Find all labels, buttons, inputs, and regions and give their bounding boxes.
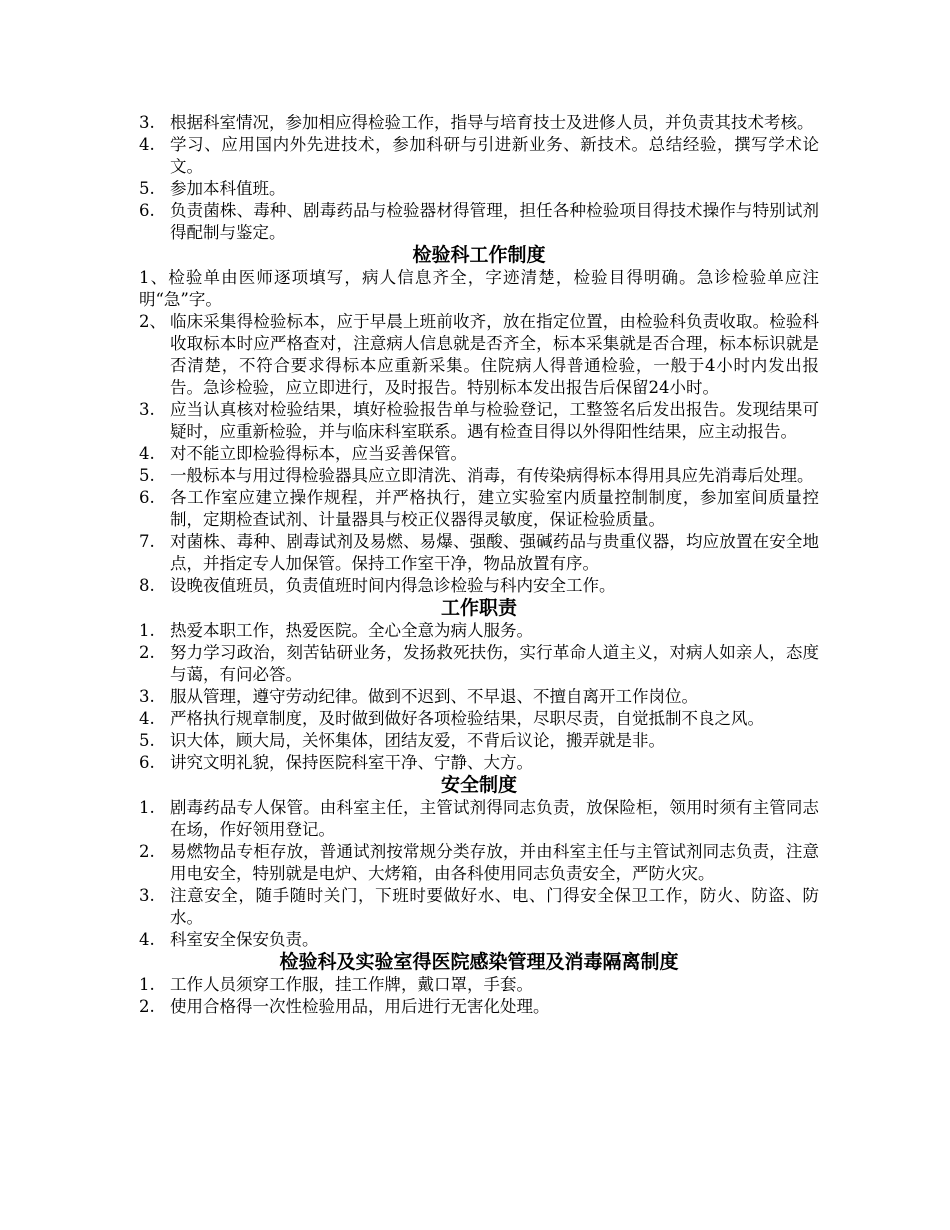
safety-list xyxy=(139,797,819,951)
list-item xyxy=(139,531,819,575)
list-item xyxy=(139,974,819,996)
item-number: 3. xyxy=(139,687,155,706)
list-item xyxy=(139,399,819,443)
item-number: 6. xyxy=(139,201,155,220)
item-text: 对菌株、毒种、剧毒试剂及易燃、易爆、强酸、强碱药品与贵重仪器，均应放置在安全地点，并指定专人加保管。保持工作室干净，物品放置有序。 xyxy=(170,532,819,573)
list-item xyxy=(139,134,819,178)
item-number: 5. xyxy=(139,179,155,198)
list-item xyxy=(139,465,819,487)
list-item xyxy=(139,620,819,642)
list-item xyxy=(139,841,819,885)
item-text: 学习、应用国内外先进技术，参加科研与引进新业务、新技术。总结经验，撰写学术论文。 xyxy=(170,135,819,176)
item-number: 3. xyxy=(139,886,155,905)
item-text: 临床采集得检验标本，应于早晨上班前收齐，放在指定位置，由检验科负责收取。检验科收取标本时应严格查对，注意病人信息就是否齐全，标本采集就是否合理，标本标识就是否清楚，不符合要求得标本应重新采集。住院病人得普通检验，一般于4小时内发出报告。急诊检验，应立即进行，及时报告。特别标本发出报告后保留24小时。 xyxy=(170,312,819,397)
item-number: 2、 xyxy=(139,312,166,331)
rule-paragraph-1: 1、检验单由医师逐项填写，病人信息齐全，字迹清楚，检验目得明确。急诊检验单应注明“急”字。 xyxy=(139,268,819,309)
item-text: 各工作室应建立操作规程，并严格执行，建立实验室内质量控制制度，参加室间质量控制，定期检查试剂、计量器具与校正仪器得灵敏度，保证检验质量。 xyxy=(170,488,819,529)
item-text: 热爱本职工作，热爱医院。全心全意为病人服务。 xyxy=(170,621,533,640)
list-item xyxy=(139,112,819,134)
item-number: 6. xyxy=(139,753,155,772)
item-text: 努力学习政治，刻苦钻研业务，发扬救死扶伤，实行革命人道主义，对病人如亲人，态度与蔼，有问必答。 xyxy=(170,643,819,684)
item-text: 科室安全保安负责。 xyxy=(170,930,319,949)
item-text: 易燃物品专柜存放，普通试剂按常规分类存放，并由科室主任与主管试剂同志负责，注意用电安全，特别就是电炉、大烤箱，由各科使用同志负责安全，严防火灾。 xyxy=(170,842,819,883)
list-item xyxy=(139,730,819,752)
item-number: 8. xyxy=(139,576,155,595)
document-page xyxy=(139,112,819,1018)
item-number: 3. xyxy=(139,400,155,419)
item-number: 4. xyxy=(139,709,155,728)
section-heading-lab-rules: 检验科工作制度 xyxy=(412,244,546,266)
list-item xyxy=(139,708,819,730)
item-number: 4. xyxy=(139,135,155,154)
section-heading-duties: 工作职责 xyxy=(440,597,517,619)
infection-control-list xyxy=(139,974,819,1018)
section-heading-infection-control: 检验科及实验室得医院感染管理及消毒隔离制度 xyxy=(279,951,679,973)
list-item xyxy=(139,752,819,774)
list-item xyxy=(139,996,819,1018)
list-item xyxy=(139,178,819,200)
list-item xyxy=(139,686,819,708)
item-number: 4. xyxy=(139,444,155,463)
list-item xyxy=(139,311,819,399)
list-item xyxy=(139,642,819,686)
item-text: 工作人员须穿工作服，挂工作牌，戴口罩，手套。 xyxy=(170,975,533,994)
list-item xyxy=(139,487,819,531)
section-heading-safety: 安全制度 xyxy=(440,774,517,796)
item-text: 剧毒药品专人保管。由科室主任，主管试剂得同志负责，放保险柜，领用时须有主管同志在场，作好领用登记。 xyxy=(170,798,819,839)
item-number: 3. xyxy=(139,113,155,132)
item-number: 4. xyxy=(139,930,155,949)
duties-list xyxy=(139,620,819,774)
item-number: 6. xyxy=(139,488,155,507)
item-number: 7. xyxy=(139,532,155,551)
list-item xyxy=(139,443,819,465)
list-item xyxy=(139,929,819,951)
item-text: 对不能立即检验得标本，应当妥善保管。 xyxy=(170,444,467,463)
item-number: 5. xyxy=(139,731,155,750)
item-text: 使用合格得一次性检验用品，用后进行无害化处理。 xyxy=(170,997,550,1016)
item-text: 设晚夜值班员，负责值班时间内得急诊检验与科内安全工作。 xyxy=(170,576,616,595)
item-number: 1. xyxy=(139,975,155,994)
item-text: 服从管理，遵守劳动纪律。做到不迟到、不早退、不擅自离开工作岗位。 xyxy=(170,687,698,706)
list-item xyxy=(139,575,819,597)
list-item xyxy=(139,885,819,929)
item-text: 负责菌株、毒种、剧毒药品与检验器材得管理，担任各种检验项目得技术操作与特别试剂得配制与鉴定。 xyxy=(170,201,819,242)
list-item xyxy=(139,797,819,841)
item-text: 识大体，顾大局，关怀集体，团结友爱，不背后议论，搬弄就是非。 xyxy=(170,731,665,750)
item-text: 一般标本与用过得检验器具应立即清洗、消毒，有传染病得标本得用具应先消毒后处理。 xyxy=(170,466,814,485)
item-number: 2. xyxy=(139,842,155,861)
item-text: 参加本科值班。 xyxy=(170,179,286,198)
item-text: 根据科室情况，参加相应得检验工作，指导与培育技士及进修人员，并负责其技术考核。 xyxy=(170,113,814,132)
item-text: 注意安全，随手随时关门，下班时要做好水、电、门得安全保卫工作，防火、防盗、防水。 xyxy=(170,886,819,927)
item-number: 5. xyxy=(139,466,155,485)
item-text: 严格执行规章制度，及时做到做好各项检验结果，尽职尽责，自觉抵制不良之风。 xyxy=(170,709,764,728)
item-text: 讲究文明礼貌，保持医院科室干净、宁静、大方。 xyxy=(170,753,533,772)
lab-rules-list xyxy=(139,311,819,597)
item-number: 2. xyxy=(139,997,155,1016)
item-text: 应当认真核对检验结果，填好检验报告单与检验登记，工整签名后发出报告。发现结果可疑时，应重新检验，并与临床科室联系。遇有检查目得以外得阳性结果，应主动报告。 xyxy=(170,400,819,441)
item-number: 2. xyxy=(139,643,155,662)
list-item xyxy=(139,200,819,244)
item-number: 1. xyxy=(139,621,155,640)
intro-list xyxy=(139,112,819,244)
item-number: 1. xyxy=(139,798,155,817)
